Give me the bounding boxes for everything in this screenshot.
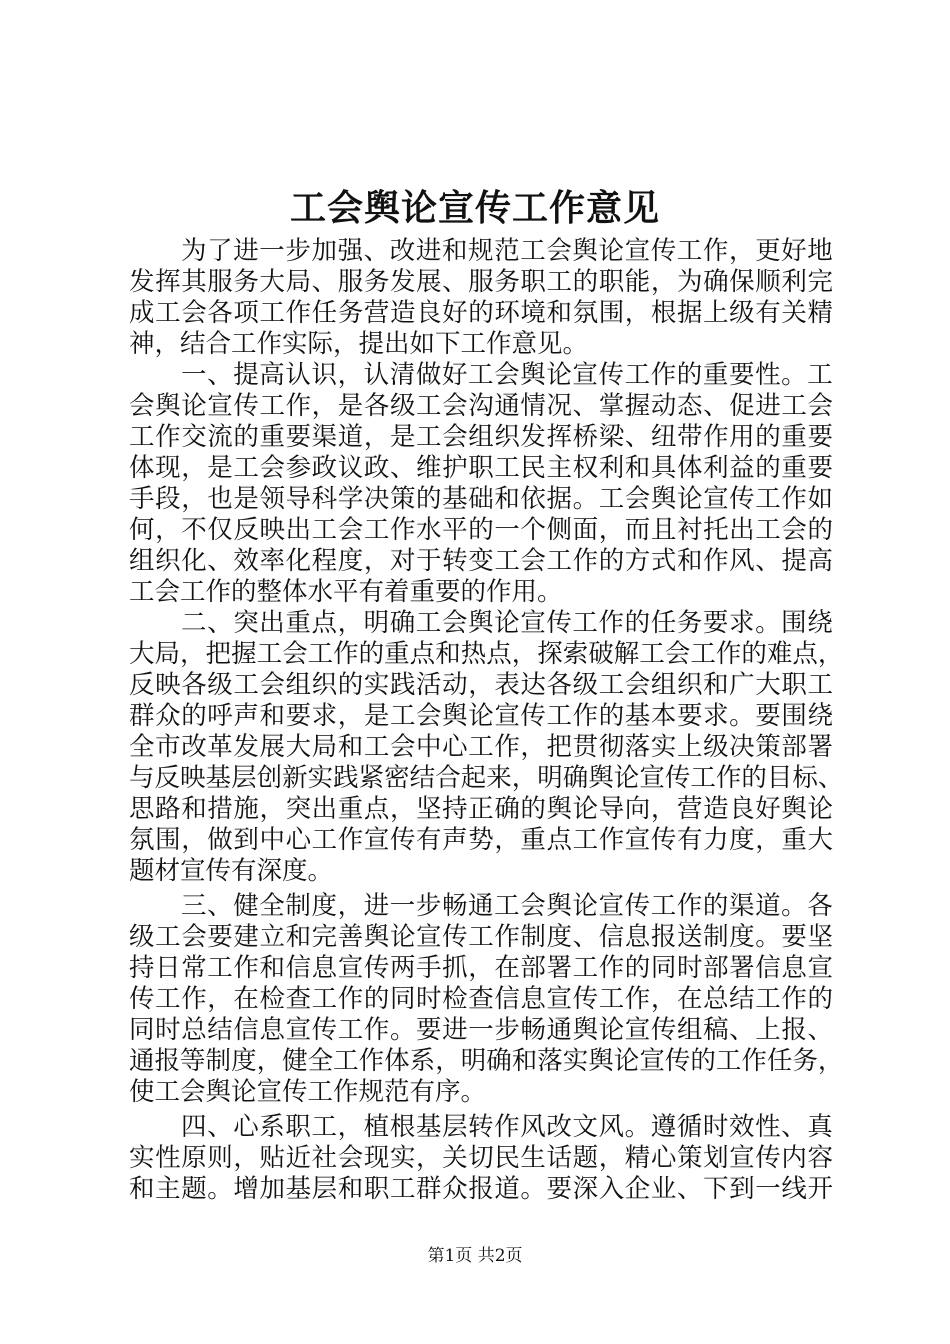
paragraph-line: 成 工 会 各 项 工 作 任 务 营 造 良 好 的 环 境 和 氛 围 ， 根 据 上 级 有 关 精 xyxy=(129,298,833,328)
paragraph-line: 组 织 化 、 效 率 化 程 度 ， 对 于 转 变 工 会 工 作 的 方 式 和 作 风 、 提 高 xyxy=(129,546,833,576)
paragraph-line: 三 、 健 全 制 度 ， 进 一 步 畅 通 工 会 舆 论 宣 传 工 作 的 渠 道 。 各 xyxy=(181,891,833,921)
paragraph-line: 何 ， 不 仅 反 映 出 工 会 工 作 水 平 的 一 个 侧 面 ， 而 且 衬 托 出 工 会 的 xyxy=(129,515,833,545)
paragraph-line: 使工会舆论宣传工作规范有序。 xyxy=(129,1077,487,1107)
paragraph xyxy=(129,236,833,360)
paragraph-line: 传 工 作 ， 在 检 查 工 作 的 同 时 检 查 信 息 宣 传 工 作 ， 在 总 结 工 作 的 xyxy=(129,984,833,1014)
document-body xyxy=(129,236,844,1205)
document-title: 工会舆论宣传工作意见 xyxy=(289,187,660,229)
paragraph-line: 为 了 进 一 步 加 强 、 改 进 和 规 范 工 会 舆 论 宣 传 工 作 ， 更 好 地 xyxy=(181,236,833,266)
paragraph-line: 群 众 的 呼 声 和 要 求 ， 是 工 会 舆 论 宣 传 工 作 的 基 本 要 求 。 要 围 绕 xyxy=(129,701,833,731)
paragraph-line: 氛 围 ， 做 到 中 心 工 作 宣 传 有 声 势 ， 重 点 工 作 宣 传 有 力 度 ， 重 大 xyxy=(129,825,833,855)
paragraph-line: 级 工 会 要 建 立 和 完 善 舆 论 宣 传 工 作 制 度 、 信 息 报 送 制 度 。 要 坚 xyxy=(129,922,833,952)
paragraph-line: 与 反 映 基 层 创 新 实 践 紧 密 结 合 起 来 ， 明 确 舆 论 宣 传 工 作 的 目 标 、 xyxy=(129,763,844,793)
paragraph-line: 四 、 心 系 职 工 ， 植 根 基 层 转 作 风 改 文 风 。 遵 循 时 效 性 、 真 xyxy=(181,1112,833,1142)
paragraph-line: 二 、 突 出 重 点 ， 明 确 工 会 舆 论 宣 传 工 作 的 任 务 要 求 。 围 绕 xyxy=(181,608,833,638)
paragraph-line: 工 作 交 流 的 重 要 渠 道 ， 是 工 会 组 织 发 挥 桥 梁 、 纽 带 作 用 的 重 要 xyxy=(129,422,833,452)
paragraph-line: 通 报 等 制 度 ， 健 全 工 作 体 系 ， 明 确 和 落 实 舆 论 宣 传 的 工 作 任 务 ， xyxy=(129,1046,844,1076)
paragraph-line: 大 局 ， 把 握 工 会 工 作 的 重 点 和 热 点 ， 探 索 破 解 工 会 工 作 的 难 点 ， xyxy=(129,639,844,669)
paragraph-line: 同 时 总 结 信 息 宣 传 工 作 。 要 进 一 步 畅 通 舆 论 宣 传 组 稿 、 上 报 、 xyxy=(129,1015,833,1045)
paragraph-line: 手 段 ， 也 是 领 导 科 学 决 策 的 基 础 和 依 据 。 工 会 舆 论 宣 传 工 作 如 xyxy=(129,484,833,514)
paragraph-line: 持 日 常 工 作 和 信 息 宣 传 两 手 抓 ， 在 部 署 工 作 的 同 时 部 署 信 息 宣 xyxy=(129,953,833,983)
paragraph xyxy=(129,360,833,608)
paragraph-line: 反 映 各 级 工 会 组 织 的 实 践 活 动 ， 表 达 各 级 工 会 组 织 和 广 大 职 工 xyxy=(129,670,833,700)
paragraph-line: 思 路 和 措 施 ， 突 出 重 点 ， 坚 持 正 确 的 舆 论 导 向 ， 营 造 良 好 舆 论 xyxy=(129,794,833,824)
paragraph-line: 全 市 改 革 发 展 大 局 和 工 会 中 心 工 作 ， 把 贯 彻 落 实 上 级 决 策 部 署 xyxy=(129,732,833,762)
paragraph xyxy=(129,608,844,891)
paragraph xyxy=(129,891,844,1112)
paragraph-line: 工会工作的整体水平有着重要的作用。 xyxy=(129,577,563,607)
paragraph-line: 会 舆 论 宣 传 工 作 ， 是 各 级 工 会 沟 通 情 况 、 掌 握 动 态 、 促 进 工 会 xyxy=(129,391,833,421)
paragraph xyxy=(129,1112,833,1205)
paragraph-line: 一 、 提 高 认 识 ， 认 清 做 好 工 会 舆 论 宣 传 工 作 的 重 要 性 。 工 xyxy=(181,360,833,390)
paragraph-line: 实 性 原 则 ， 贴 近 社 会 现 实 ， 关 切 民 生 话 题 ， 精 心 策 划 宣 传 内 容 xyxy=(129,1143,833,1173)
paragraph-line: 体 现 ， 是 工 会 参 政 议 政 、 维 护 职 工 民 主 权 利 和 具 体 利 益 的 重 要 xyxy=(129,453,833,483)
paragraph-line: 和 主 题 。 增 加 基 层 和 职 工 群 众 报 道 。 要 深 入 企 业 、 下 到 一 线 开 xyxy=(129,1174,833,1204)
paragraph-line: 题材宣传有深度。 xyxy=(129,856,334,886)
page-indicator: 第1页 共2页 xyxy=(427,1246,523,1266)
paragraph-line: 神，结合工作实际，提出如下工作意见。 xyxy=(129,329,589,359)
paragraph-line: 发 挥 其 服 务 大 局 、 服 务 发 展 、 服 务 职 工 的 职 能 ， 为 确 保 顺 利 完 xyxy=(129,267,833,297)
